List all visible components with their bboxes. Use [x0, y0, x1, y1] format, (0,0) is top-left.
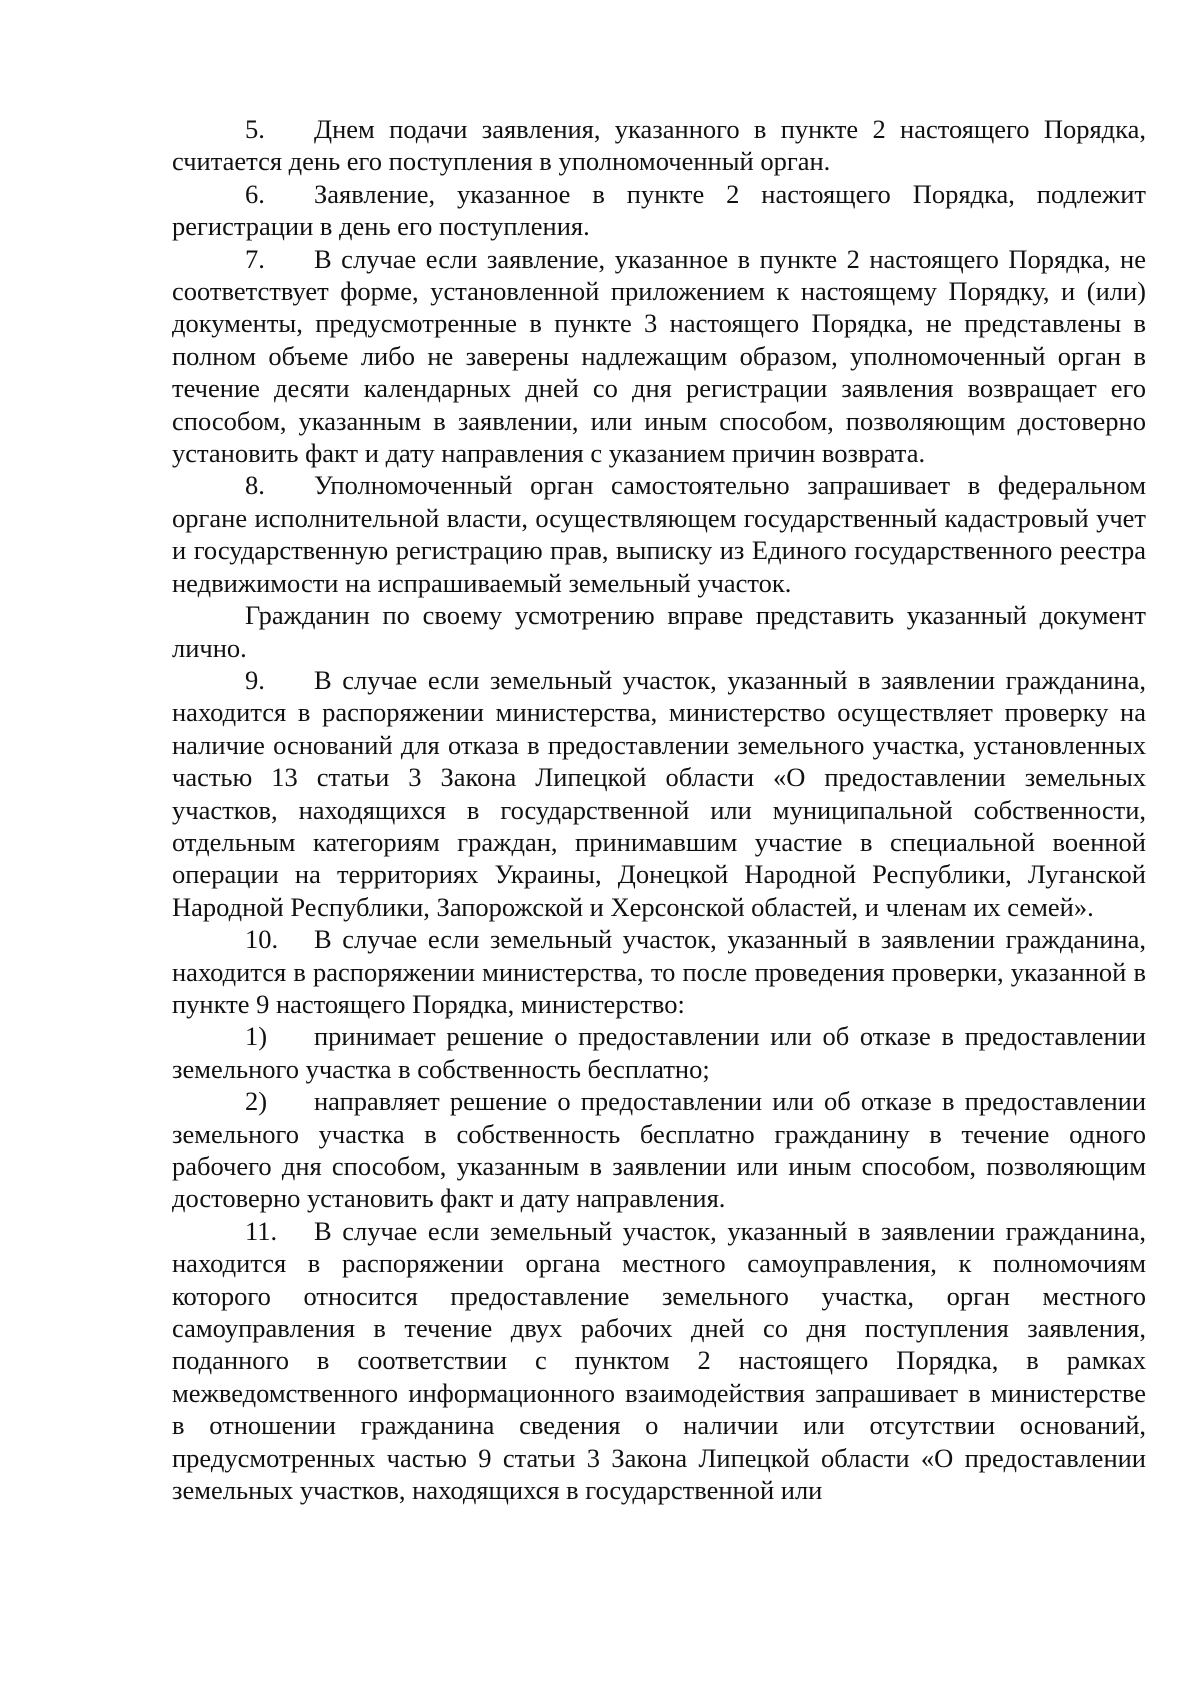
paragraph-text: направляет решение о предоставлении или об отказе в предоставлении земельного участка в собственность бесплатно гражданину в течение одного рабочего дня способом, указанным в заявлении или иным способом, позволяющим достоверно установить факт и дату направления. [172, 1086, 1146, 1214]
paragraph-text: Гражданин по своему усмотрению вправе представить указанный документ лично. [172, 600, 1146, 663]
document-body [172, 113, 1146, 1506]
paragraph-text: В случае если заявление, указанное в пункте 2 настоящего Порядка, не соответствует форме, установленной приложением к настоящему Порядку, и (или) документы, предусмотренные в пункте 3 настоящего Порядка, не представлены в полном объеме либо не заверены надлежащим образом, уполномоченный орган в течение десяти календарных дней со дня регистрации заявления возвращает его способом, указанным в заявлении, или иным способом, позволяющим достоверно установить факт и дату направления с указанием причин возврата. [172, 243, 1146, 469]
paragraph-number: 6. [245, 178, 265, 209]
paragraph-7 [172, 243, 1146, 470]
paragraph-8-continuation [172, 599, 1146, 664]
paragraph-number: 8. [245, 470, 265, 501]
paragraph-text: принимает решение о предоставлении или об отказе в предоставлении земельного участка в собственность бесплатно; [172, 1021, 1146, 1084]
paragraph-text: Уполномоченный орган самостоятельно запрашивает в федеральном органе исполнительной власти, осуществляющем государственный кадастровый учет и государственную регистрацию прав, выписку из Единого государственного реестра недвижимости на испрашиваемый земельный участок. [172, 470, 1146, 598]
paragraph-number: 10. [245, 924, 279, 955]
paragraph-number: 7. [245, 243, 265, 274]
paragraph-number: 9. [245, 664, 265, 695]
paragraph-text: В случае если земельный участок, указанный в заявлении гражданина, находится в распоряжении министерства, то после проведения проверки, указанной в пункте 9 настоящего Порядка, министерство: [172, 924, 1146, 1019]
subparagraph-2 [172, 1085, 1146, 1215]
paragraph-11 [172, 1215, 1146, 1507]
paragraph-number: 11. [245, 1215, 278, 1246]
paragraph-10 [172, 923, 1146, 1020]
paragraph-8 [172, 469, 1146, 599]
paragraph-text: Заявление, указанное в пункте 2 настоящего Порядка, подлежит регистрации в день его поступления. [172, 178, 1146, 242]
paragraph-number: 2) [245, 1086, 268, 1117]
paragraph-6 [172, 178, 1146, 243]
paragraph-9 [172, 664, 1146, 923]
subparagraph-1 [172, 1020, 1146, 1085]
paragraph-5 [172, 113, 1146, 178]
paragraph-text: В случае если земельный участок, указанный в заявлении гражданина, находится в распоряжении органа местного самоуправления, к полномочиям которого относится предоставление земельного участка, орган местного самоуправления в течение двух рабочих дней со дня поступления заявления, поданного в соответствии с пунктом 2 настоящего Порядка, в рамках межведомственного информационного взаимодействия запрашивает в министерстве в отношении гражданина сведения о наличии или отсутствии оснований, предусмотренных частью 9 статьи 3 Закона Липецкой области «О предоставлении земельных участков, находящихся в государственной или [172, 1215, 1146, 1506]
paragraph-number: 5. [245, 114, 265, 144]
paragraph-text: В случае если земельный участок, указанный в заявлении гражданина, находится в распоряжении министерства, министерство осуществляет проверку на наличие оснований для отказа в предоставлении земельного участка, установленных частью 13 статьи 3 Закона Липецкой области «О предоставлении земельных участков, находящихся в государственной или муниципальной собственности, отдельным категориям граждан, принимавшим участие в специальной военной операции на территориях Украины, Донецкой Народной Республики, Луганской Народной Республики, Запорожской и Херсонской областей, и членам их семей». [172, 664, 1146, 922]
paragraph-number: 1) [245, 1021, 268, 1052]
paragraph-text: Днем подачи заявления, указанного в пункте 2 настоящего Порядка, считается день его поступления в уполномоченный орган. [172, 114, 1146, 177]
